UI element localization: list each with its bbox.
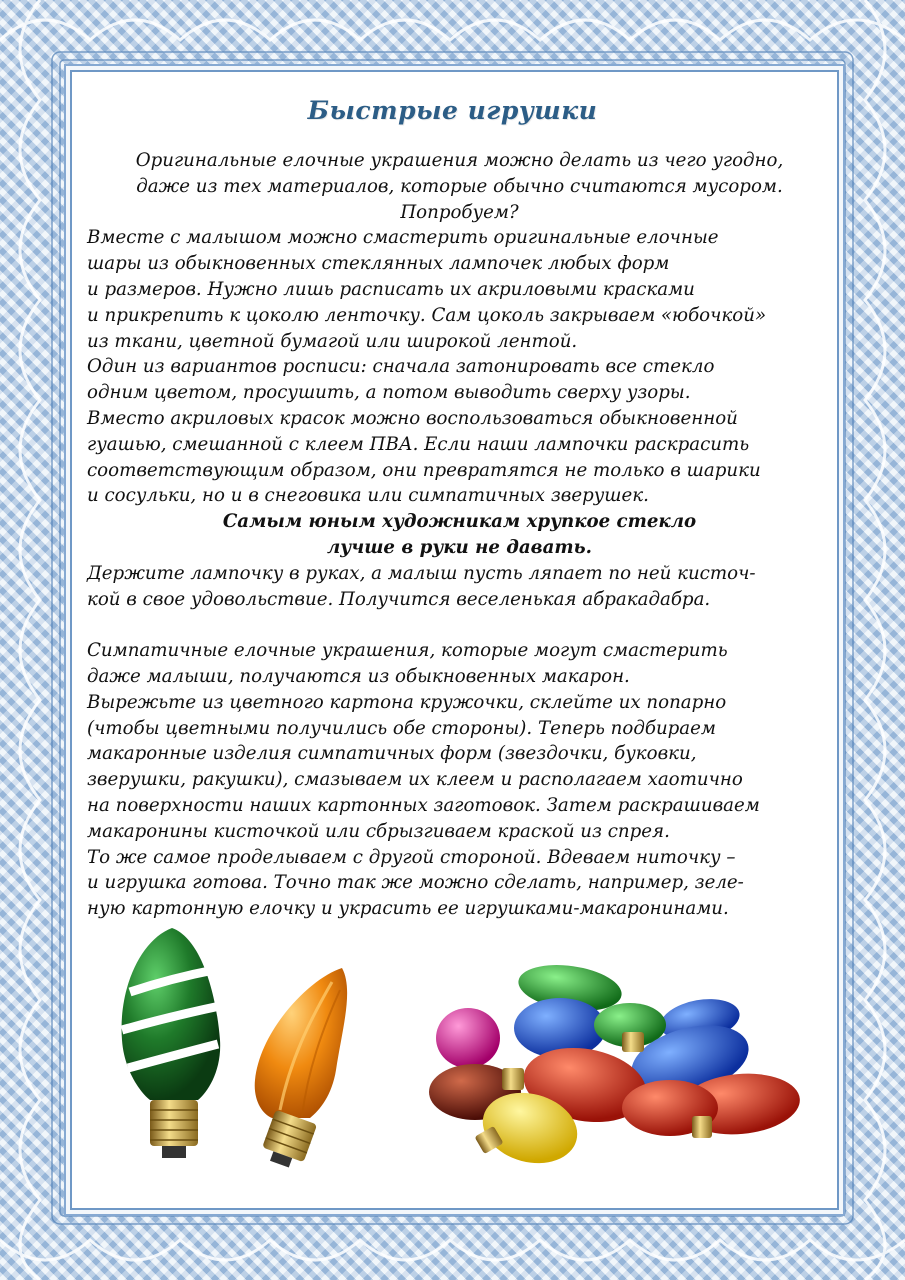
intro-line: даже из тех материалов, которые обычно считаются мусором. [136,175,783,197]
text-line: ную картонную елочку и украсить ее игрушками-макаронинами. [87,898,729,920]
warning-line: Самым юным художникам хрупкое стекло [222,511,697,533]
text-line: (чтобы цветными получились обе стороны). Теперь подбираем [87,717,716,739]
text-line: на поверхности наших картонных заготовок. Затем раскрашиваем [87,794,760,816]
bulbs-illustration [110,920,830,1180]
intro-line: Попробуем? [400,201,519,223]
page-title: Быстрые игрушки [307,96,598,125]
text-line: Вместе с малышом можно смастерить оригинальные елочные [87,227,719,249]
text-line: кой в свое удовольствие. Получится веселенькая абракадабра. [87,588,711,610]
text-line: гуашью, смешанной с клеем ПВА. Если наши лампочки раскрасить [87,433,750,455]
text-line: и сосульки, но и в снеговика или симпатичных зверушек. [87,485,649,507]
text-line: и размеров. Нужно лишь расписать их акриловыми красками [87,278,695,300]
paragraph-bulbs [87,225,832,509]
text-line: и игрушка готова. Точно так же можно сделать, например, зеле- [87,872,744,894]
article-body [87,148,832,922]
text-line: Вместо акриловых красок можно воспользоваться обыкновенной [87,407,738,429]
text-line: макаронные изделия симпатичных форм (звездочки, буковки, [87,743,697,765]
colored-bulbs-pile-icon [429,959,802,1173]
text-line: макаронины кисточкой или сбрызгиваем краской из спрея. [87,820,670,842]
green-striped-bulb-icon [122,928,221,1158]
text-line: Держите лампочку в руках, а малыш пусть ляпает по ней кисточ- [87,562,756,584]
intro-line: Оригинальные елочные украшения можно делать из чего угодно, [135,150,784,171]
text-line: и прикрепить к цоколю ленточку. Сам цоколь закрываем «юбочкой» [87,304,767,326]
paragraph-spacer [87,612,832,638]
text-line: шары из обыкновенных стеклянных лампочек любых форм [87,253,670,275]
text-line: соответствующим образом, они превратятся не только в шарики [87,459,761,481]
paragraph-painting [87,561,832,613]
orange-flame-bulb-icon [255,968,347,1172]
text-line: Один из вариантов росписи: сначала затонировать все стекло [87,356,715,378]
warning-block [87,509,832,561]
text-line: одним цветом, просушить, а потом выводить сверху узоры. [87,382,691,404]
text-line: Вырежьте из цветного картона кружочки, склейте их попарно [87,691,727,713]
intro-block [87,148,832,225]
text-line: из ткани, цветной бумагой или широкой лентой. [87,330,578,352]
text-line: зверушки, ракушки), смазываем их клеем и располагаем хаотично [87,769,743,791]
text-line: То же самое проделываем с другой стороной. Вдеваем ниточку – [87,846,736,868]
warning-line: лучше в руки не давать. [327,536,592,558]
text-line: даже малыши, получаются из обыкновенных макарон. [87,665,630,687]
paragraph-macaroni [87,638,832,922]
text-line: Симпатичные елочные украшения, которые могут смастерить [87,640,728,662]
